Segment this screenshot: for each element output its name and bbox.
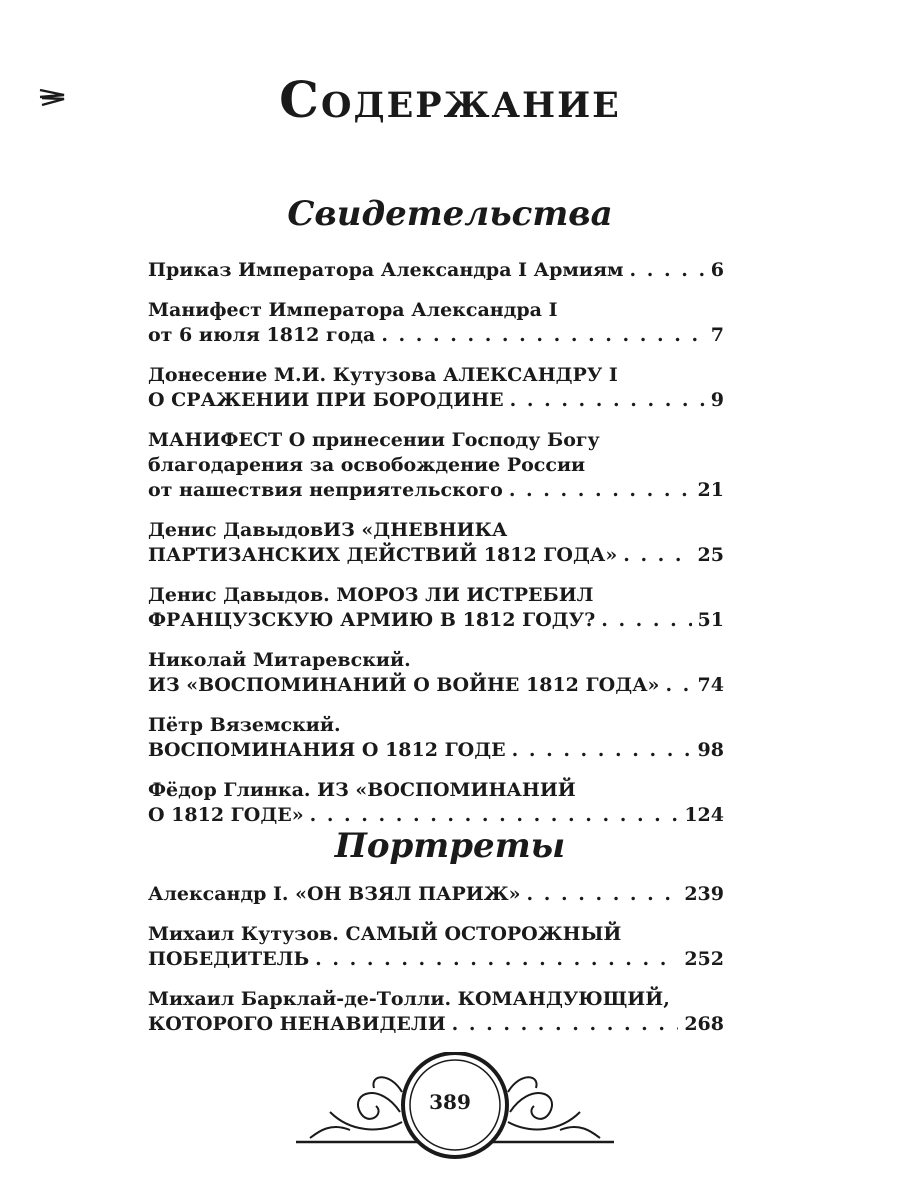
toc-entry-text: Николай Митаревский. bbox=[148, 649, 411, 671]
toc-entry-line bbox=[148, 518, 724, 543]
toc-entry-line bbox=[148, 987, 724, 1012]
toc-entry-text: ВОСПОМИНАНИЯ О 1812 ГОДЕ bbox=[148, 739, 506, 761]
toc-entry-text: Манифест Императора Александра I bbox=[148, 299, 558, 321]
dot-leader bbox=[623, 543, 691, 568]
toc-entry bbox=[148, 298, 724, 348]
toc-page-number: 268 bbox=[684, 1013, 724, 1035]
toc-entry-text: Михаил Кутузов. САМЫЙ ОСТОРОЖНЫЙ bbox=[148, 923, 622, 945]
toc-page-number: 124 bbox=[684, 804, 724, 826]
page-number: 389 bbox=[429, 1090, 471, 1114]
toc-entry-text: Денис ДавыдовИЗ «ДНЕВНИКА bbox=[148, 519, 508, 541]
dot-leader bbox=[310, 803, 679, 828]
toc-page-number: 9 bbox=[710, 389, 724, 411]
dot-leader bbox=[510, 388, 705, 413]
toc-entry bbox=[148, 648, 724, 698]
toc-entry-line bbox=[148, 428, 724, 453]
toc-entry-text: МАНИФЕСТ О принесении Господу Богу bbox=[148, 429, 600, 451]
dot-leader bbox=[527, 882, 679, 907]
page-title: Содержание bbox=[279, 70, 621, 129]
toc-list-testimonies bbox=[148, 258, 724, 843]
toc-entry bbox=[148, 363, 724, 413]
dot-leader bbox=[452, 1012, 679, 1037]
toc-page-number: 74 bbox=[697, 674, 724, 696]
toc-entry bbox=[148, 518, 724, 568]
toc-entry-line bbox=[148, 738, 724, 763]
toc-entry-line bbox=[148, 922, 724, 947]
toc-entry-text: Фёдор Глинка. ИЗ «ВОСПОМИНАНИЙ bbox=[148, 779, 576, 801]
dot-leader bbox=[381, 323, 704, 348]
toc-entry-line bbox=[148, 608, 724, 633]
toc-entry-text: от нашествия неприятельского bbox=[148, 479, 503, 501]
toc-entry-line bbox=[148, 947, 724, 972]
toc-entry-line bbox=[148, 583, 724, 608]
toc-entry-text: ПАРТИЗАНСКИХ ДЕЙСТВИЙ 1812 ГОДА» bbox=[148, 544, 618, 566]
toc-entry bbox=[148, 428, 724, 503]
toc-entry-text: ФРАНЦУЗСКУЮ АРМИЮ В 1812 ГОДУ? bbox=[148, 609, 596, 631]
dot-leader bbox=[509, 478, 692, 503]
toc-entry-text: Пётр Вяземский. bbox=[148, 714, 341, 736]
toc-entry-line bbox=[148, 713, 724, 738]
toc-entry bbox=[148, 713, 724, 763]
toc-entry-line bbox=[148, 778, 724, 803]
toc-page-number: 239 bbox=[684, 883, 724, 905]
toc-entry-line bbox=[148, 803, 724, 828]
toc-entry-line bbox=[148, 388, 724, 413]
toc-entry-line bbox=[148, 882, 724, 907]
toc-page-number: 252 bbox=[684, 948, 724, 970]
toc-entry-line bbox=[148, 543, 724, 568]
toc-entry-line bbox=[148, 1012, 724, 1037]
toc-entry bbox=[148, 258, 724, 283]
dot-leader bbox=[630, 258, 705, 283]
toc-page-number: 6 bbox=[710, 259, 724, 281]
toc-entry bbox=[148, 882, 724, 907]
toc-page-number: 51 bbox=[697, 609, 724, 631]
toc-entry-text: ИЗ «ВОСПОМИНАНИЙ О ВОЙНЕ 1812 ГОДА» bbox=[148, 674, 660, 696]
dot-leader bbox=[665, 673, 691, 698]
section-title-testimonies: Свидетельства bbox=[287, 194, 613, 234]
toc-entry-line bbox=[148, 648, 724, 673]
toc-page-number: 25 bbox=[697, 544, 724, 566]
toc-entry-text: Приказ Императора Александра I Армиям bbox=[148, 259, 624, 281]
toc-entry-text: от 6 июля 1812 года bbox=[148, 324, 376, 346]
toc-list-portraits bbox=[148, 882, 724, 1052]
toc-entry-line bbox=[148, 258, 724, 283]
toc-entry bbox=[148, 778, 724, 828]
toc-entry bbox=[148, 987, 724, 1037]
section-title-portraits: Портреты bbox=[334, 826, 566, 866]
toc-entry-text: Александр I. «ОН ВЗЯЛ ПАРИЖ» bbox=[148, 883, 521, 905]
toc-entry-text: благодарения за освобождение России bbox=[148, 454, 586, 476]
toc-entry-text: О СРАЖЕНИИ ПРИ БОРОДИНЕ bbox=[148, 389, 504, 411]
toc-entry-line bbox=[148, 478, 724, 503]
toc-page-number: 7 bbox=[710, 324, 724, 346]
toc-entry-text: Михаил Барклай-де-Толли. КОМАНДУЮЩИЙ, bbox=[148, 988, 670, 1010]
toc-entry-line bbox=[148, 298, 724, 323]
toc-entry bbox=[148, 922, 724, 972]
toc-entry bbox=[148, 583, 724, 633]
dot-leader bbox=[315, 947, 678, 972]
toc-entry-text: КОТОРОГО НЕНАВИДЕЛИ bbox=[148, 1013, 446, 1035]
toc-page-number: 98 bbox=[697, 739, 724, 761]
toc-entry-text: О 1812 ГОДЕ» bbox=[148, 804, 304, 826]
toc-page-number: 21 bbox=[697, 479, 724, 501]
toc-entry-text: Денис Давыдов. МОРОЗ ЛИ ИСТРЕБИЛ bbox=[148, 584, 594, 606]
toc-entry-line bbox=[148, 323, 724, 348]
dot-leader bbox=[601, 608, 691, 633]
dot-leader bbox=[512, 738, 692, 763]
toc-entry-line bbox=[148, 673, 724, 698]
toc-entry-text: ПОБЕДИТЕЛЬ bbox=[148, 948, 310, 970]
toc-entry-line bbox=[148, 363, 724, 388]
toc-entry-text: Донесение М.И. Кутузова АЛЕКСАНДРУ I bbox=[148, 364, 618, 386]
toc-entry-line bbox=[148, 453, 724, 478]
